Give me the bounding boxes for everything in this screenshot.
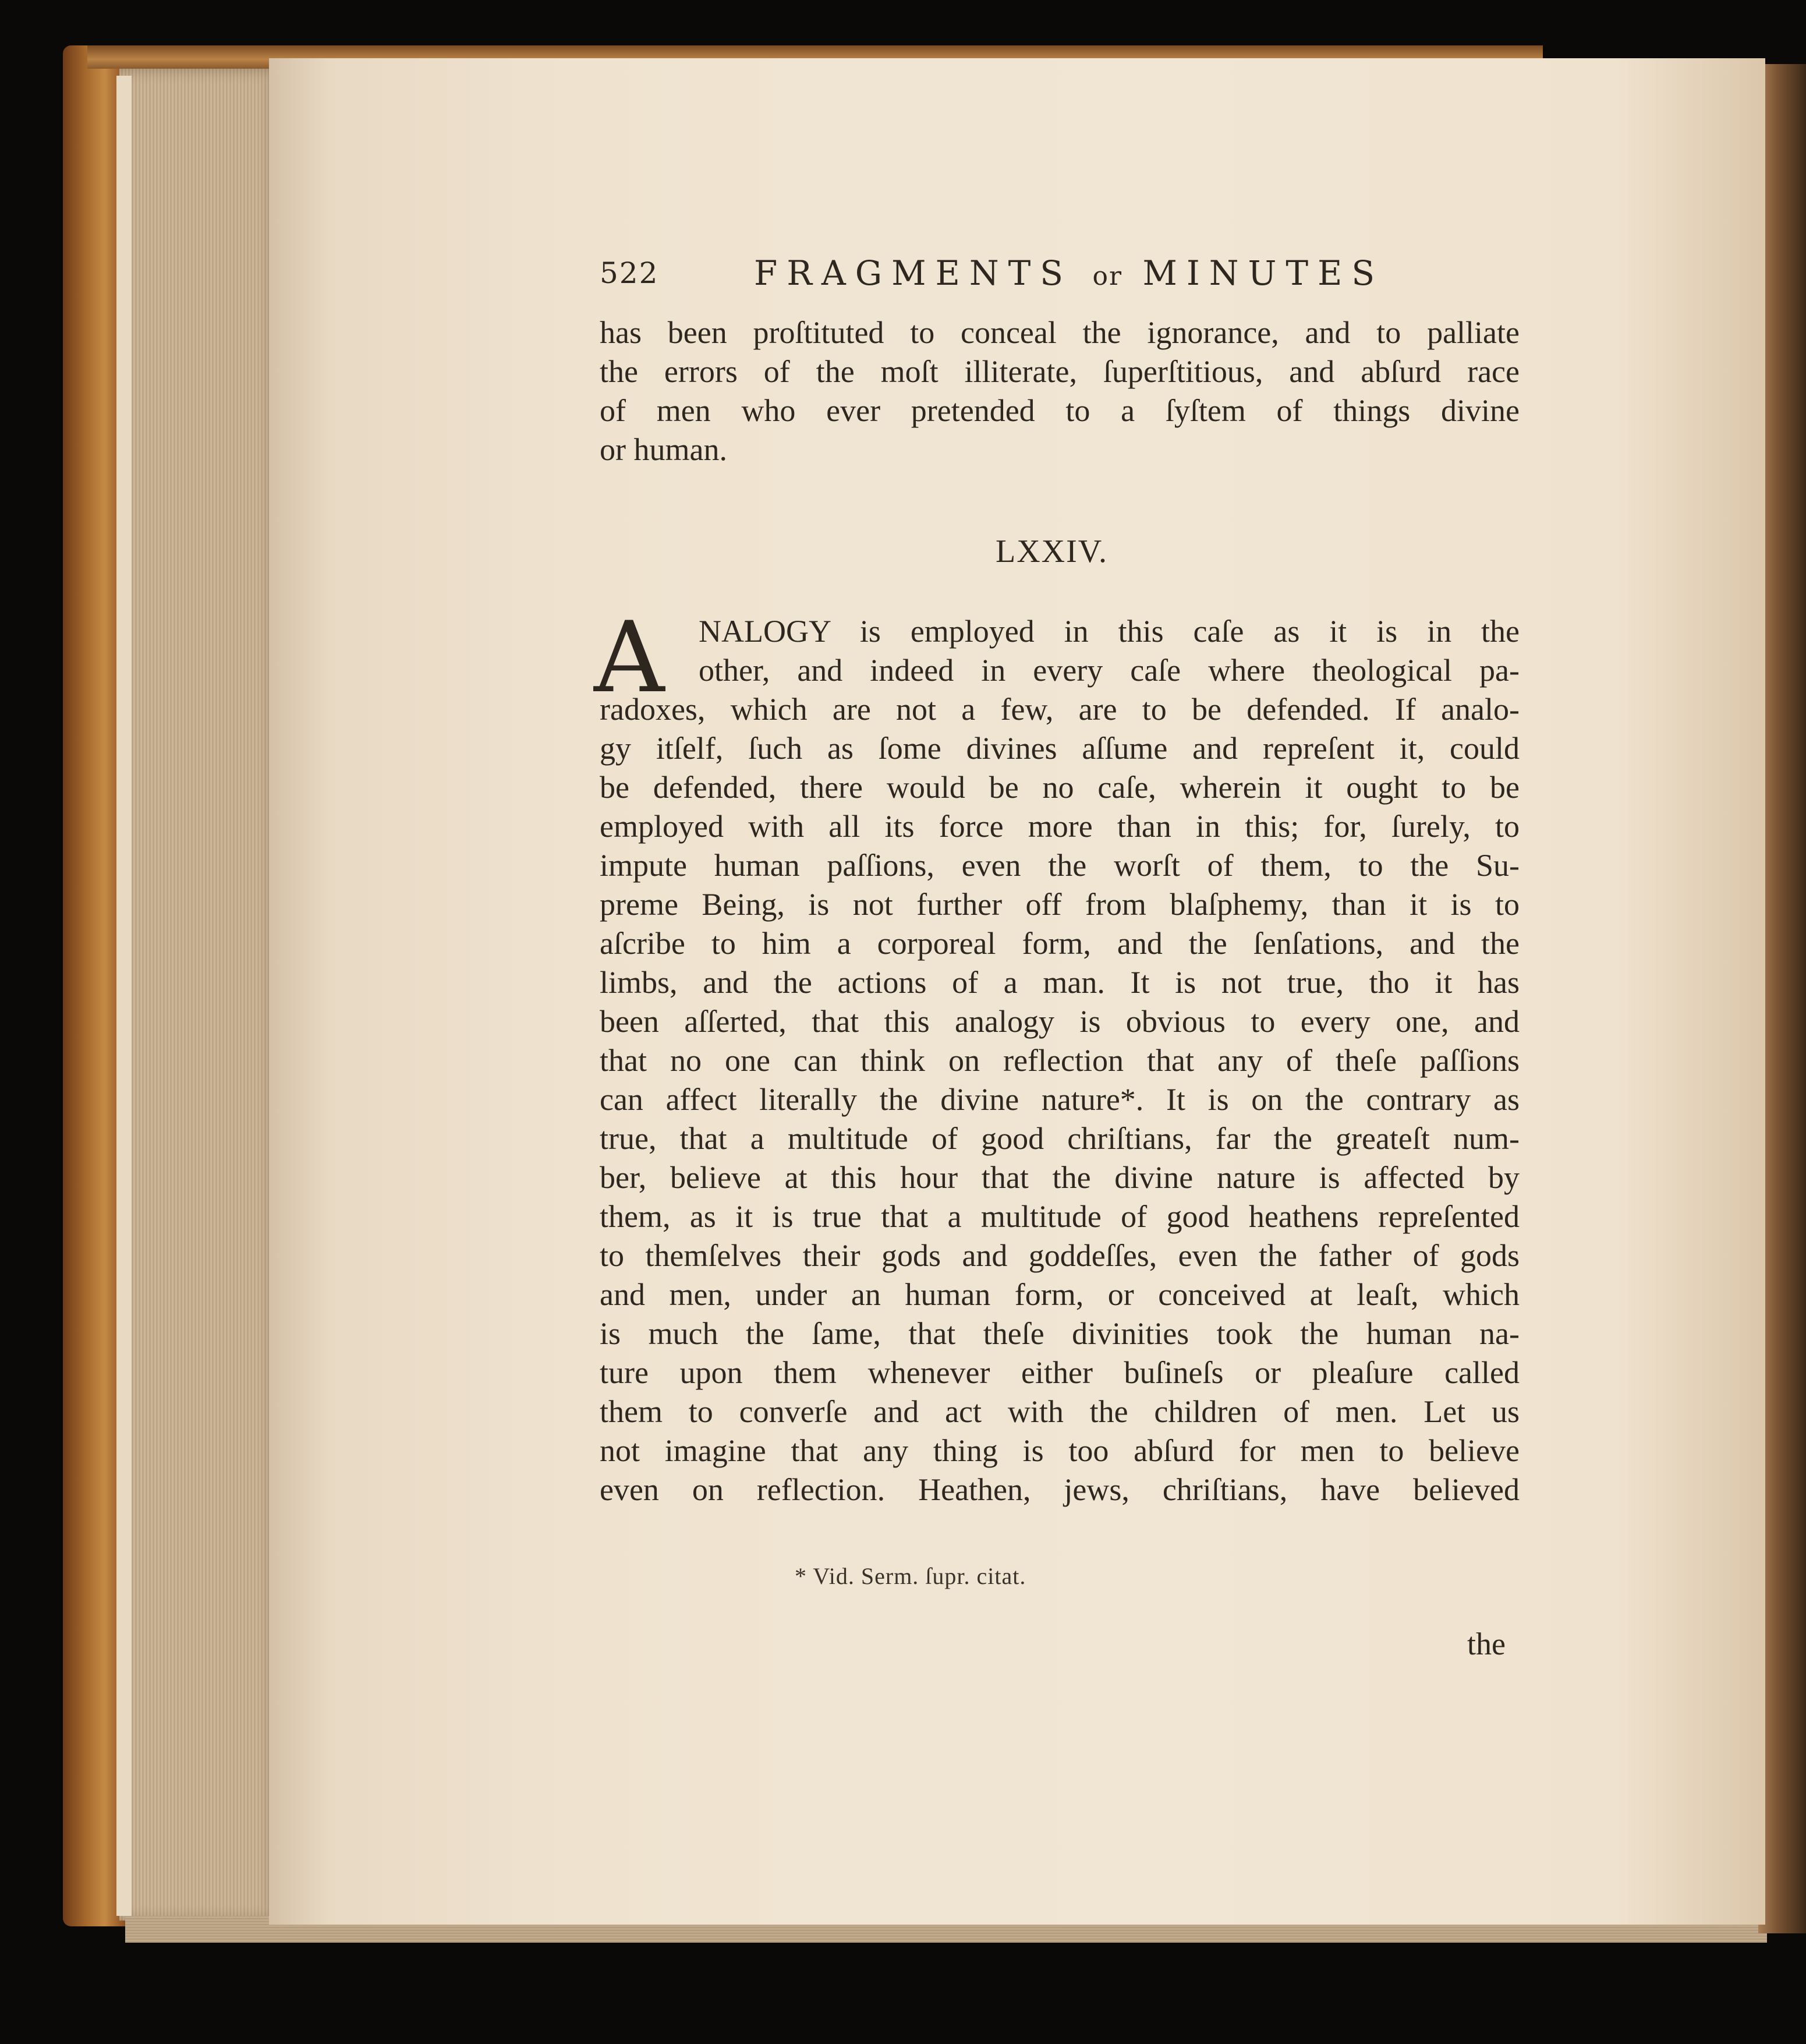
text-line: or human. bbox=[600, 432, 727, 467]
text-line: of men who ever pretended to a ſyſtem of things divine bbox=[600, 393, 1520, 428]
text-line: the errors of the moſt illiterate, ſuperſtitious, and abſurd race bbox=[600, 354, 1520, 389]
section-heading: LXXIV. bbox=[996, 533, 1108, 570]
running-title-part1: FRAGMENTS bbox=[754, 253, 1073, 293]
page-block-fore-edge bbox=[119, 69, 282, 1921]
text-line: is much the ſame, that theſe divinities took the human na- bbox=[600, 1316, 1520, 1351]
text-line: other, and indeed in every caſe where theological pa- bbox=[699, 653, 1520, 688]
text-line: preme Being, is not further off from blaſphemy, than it is to bbox=[600, 887, 1520, 922]
running-title bbox=[754, 253, 1384, 293]
text-line: has been proſtituted to conceal the ignorance, and to palliate bbox=[600, 315, 1520, 350]
text-line: aſcribe to him a corporeal form, and the ſenſations, and the bbox=[600, 926, 1520, 961]
text-line: NALOGY is employed in this caſe as it is in the bbox=[699, 614, 1520, 649]
running-title-part2: MINUTES bbox=[1142, 253, 1384, 293]
text-line: them, as it is true that a multitude of good heathens repreſented bbox=[600, 1199, 1520, 1234]
drop-cap: A bbox=[594, 600, 665, 715]
flyleaf-edge bbox=[116, 76, 132, 1916]
text-line: impute human paſſions, even the worſt of them, to the Su- bbox=[600, 848, 1520, 883]
text-line: even on reflection. Heathen, jews, chriſtians, have believed bbox=[600, 1472, 1520, 1507]
text-line: can affect literally the divine nature*. It is on the contrary as bbox=[600, 1082, 1520, 1117]
text-line: radoxes, which are not a few, are to be defended. If analo- bbox=[600, 692, 1520, 727]
gutter-binding bbox=[1758, 64, 1806, 1933]
page-number: 522 bbox=[600, 256, 659, 290]
text-line: ture upon them whenever either buſineſs or pleaſure called bbox=[600, 1355, 1520, 1390]
text-line: be defended, there would be no caſe, wherein it ought to be bbox=[600, 770, 1520, 805]
text-line: gy itſelf, ſuch as ſome divines aſſume and repreſent it, could bbox=[600, 731, 1520, 766]
catchword: the bbox=[1467, 1626, 1506, 1661]
running-title-or: or bbox=[1092, 261, 1122, 291]
text-line: employed with all its force more than in this; for, ſurely, to bbox=[600, 809, 1520, 844]
text-line: them to converſe and act with the children of men. Let us bbox=[600, 1394, 1520, 1429]
text-line: true, that a multitude of good chriſtians, far the greateſt num- bbox=[600, 1121, 1520, 1156]
text-line: ber, believe at this hour that the divine nature is affected by bbox=[600, 1160, 1520, 1195]
text-line: limbs, and the actions of a man. It is not true, tho it has bbox=[600, 965, 1520, 1000]
text-line: not imagine that any thing is too abſurd for men to believe bbox=[600, 1433, 1520, 1468]
text-line: to themſelves their gods and goddeſſes, even the father of gods bbox=[600, 1238, 1520, 1273]
footnote: * Vid. Serm. ſupr. citat. bbox=[795, 1563, 1026, 1589]
text-line: been aſſerted, that this analogy is obvious to every one, and bbox=[600, 1004, 1520, 1039]
text-line: that no one can think on reflection that any of theſe paſſions bbox=[600, 1043, 1520, 1078]
text-line: and men, under an human form, or conceived at leaſt, which bbox=[600, 1277, 1520, 1312]
